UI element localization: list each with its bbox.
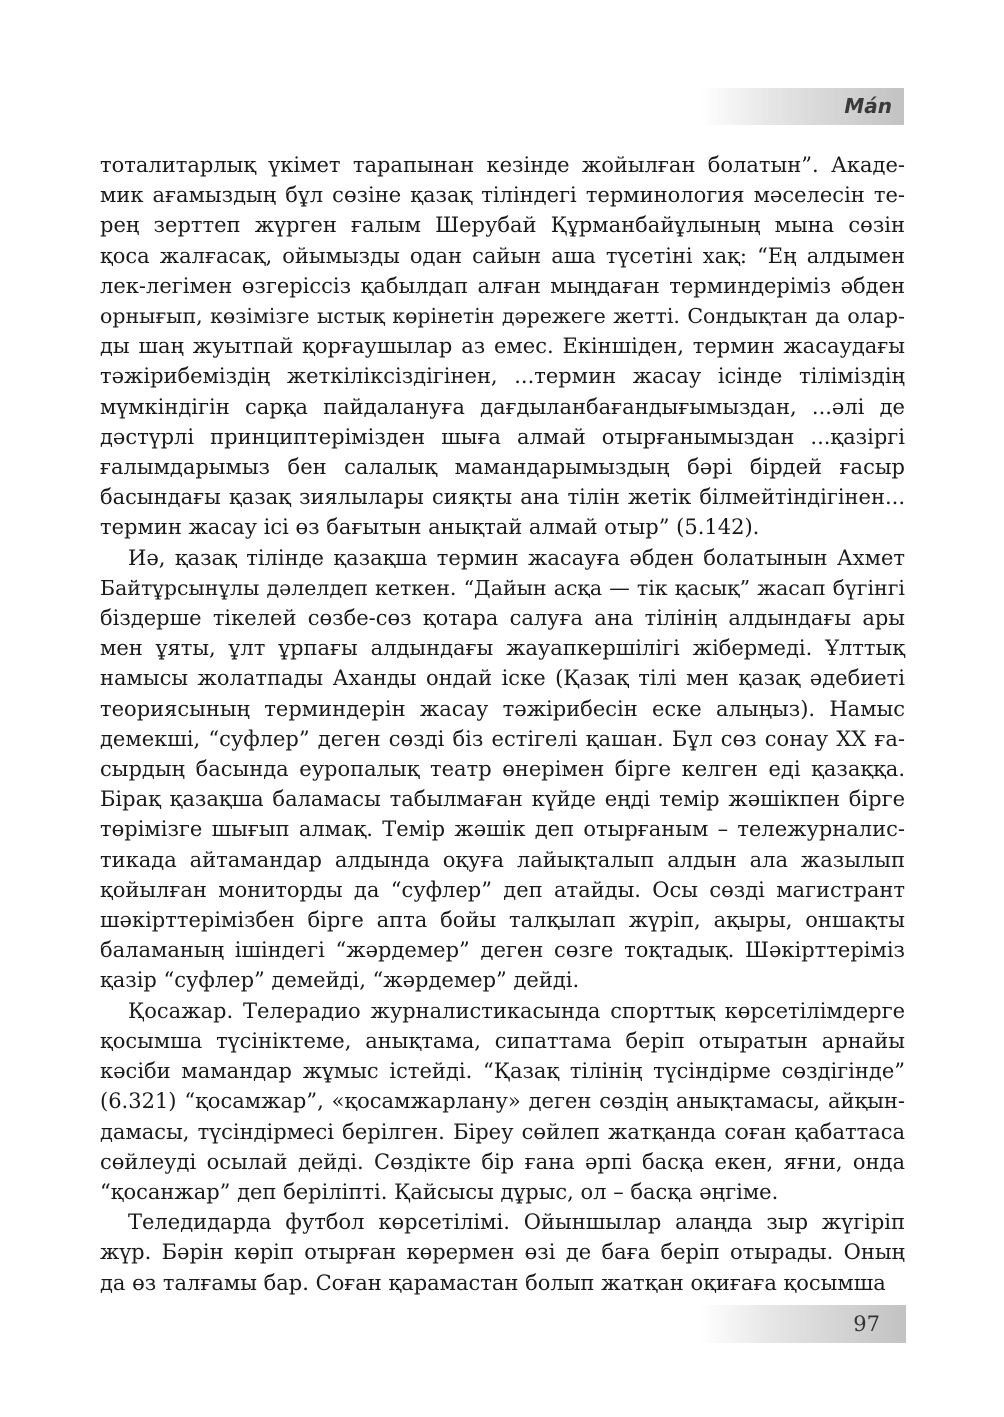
main-text [100,150,905,1298]
text-line: “қосанжар” деп беріліпті. Қайсысы дұрыс, ол – басқа әңгіме. [100,1179,779,1204]
text-line: теориясының терминдерін жасау тәжірибесін еске алыңыз). Намыс [100,696,905,721]
text-line: рең зерттеп жүрген ғалым Шерубай Құрманбайұлының мына сөзін [100,213,905,238]
page-number: 97 [853,1312,880,1336]
paragraph [100,543,905,996]
text-line: төрімізге шығып алмақ. Темір жәшік деп отырғаным – тележурналис- [100,817,905,842]
text-line: жүр. Бәрін көріп отырған көрермен өзі де баға беріп отырады. Оның [100,1240,905,1265]
text-line: шәкірттерімізбен бірге апта бойы талқылап жүріп, ақыры, оншақты [100,908,905,933]
text-line: мик ағамыздың бұл сөзіне қазақ тіліндегі терминология мәселесін те- [100,183,905,208]
text-line: кәсіби мамандар жұмыс істейді. “Қазақ тілінің түсіндірме сөздігінде” [100,1059,905,1084]
running-header [700,88,904,125]
text-line: баламаның ішіндегі “жәрдемер” деген сөзге тоқтадық. Шәкірттеріміз [100,938,905,963]
text-line: басындағы қазақ зиялылары сияқты ана тілін жетік білмейтіндігінен... [100,485,905,510]
text-line: Байтұрсынұлы дәлелдеп кеткен. “Дайын асқа — тік қасық” жасап бүгінгі [100,575,905,600]
text-line: термин жасау ісі өз бағытын анықтай алмай отыр” (5.142). [100,515,760,540]
text-line: да өз талғамы бар. Соған қарамастан болып жатқан оқиғаға қосымша [100,1270,886,1295]
text-line: Теледидарда футбол көрсетілімі. Ойыншылар алаңда зыр жүгіріп [128,1210,905,1235]
text-line: демекші, “суфлер” деген сөзді біз естігелі қашан. Бұл сөз сонау XX ға- [100,726,905,751]
text-line: біздерше тікелей сөзбе-сөз қотара салуға ана тілінің алдындағы ары [100,606,905,631]
text-line: намысы жолатпады Аханды ондай іске (Қазақ тілі мен қазақ әдебиеті [100,666,905,691]
text-line: қоса жалғасақ, ойымызды одан сайын аша түсетіні хақ: “Ең алдымен [100,243,905,268]
paragraph [100,1207,905,1298]
text-line: Қосажар. Телерадио журналистикасында спорттық көрсетілімдерге [128,998,905,1023]
text-line: сырдың басында еуропалық театр өнерімен бірге келген еді қазаққа. [100,757,905,782]
text-line: лек-легімен өзгеріссіз қабылдап алған мыңдаған терминдеріміз әбден [100,273,905,298]
text-line: (6.321) “қосамжар”, «қосамжарлану» деген сөздің анықтамасы, айқын- [100,1089,905,1114]
text-line: мүмкіндігін сарқа пайдалануға дағдыланбағандығымыздан, ...әлі де [100,394,905,419]
text-line: ды шаң жуытпай қорғаушылар аз емес. Екіншіден, термин жасаудағы [100,334,905,359]
text-line: тәжірибеміздің жеткіліксіздігінен, ...термин жасау ісінде тіліміздің [100,364,905,389]
page-footer [700,1305,906,1343]
text-line: дамасы, түсіндірмесі берілген. Біреу сөйлеп жатқанда соған қабаттаса [100,1119,905,1144]
text-line: Бірақ қазақша баламасы табылмаған күйде еңді темір жәшікпен бірге [100,787,905,812]
text-line: Иә, қазақ тілінде қазақша термин жасауға әбден болатынын Ахмет [128,545,905,570]
text-line: тоталитарлық үкімет тарапынан кезінде жойылған болатын”. Акаде- [100,153,905,177]
text-line: қойылған мониторды да “суфлер” деп атайды. Осы сөзді магистрант [100,877,905,902]
text-line: сөйлеуді осылай дейді. Сөздікте бір ғана әрпі басқа екен, яғни, онда [100,1149,905,1174]
text-line: дәстүрлі принциптерімізден шыға алмай отырғанымыздан ...қазіргі [100,424,905,449]
text-line: орнығып, көзімізге ыстық көрінетін дәрежеге жетті. Сондықтан да олар- [100,304,905,329]
running-header-title: Mán [844,94,892,118]
text-line: қазір “суфлер” демейді, “жәрдемер” дейді. [100,968,580,993]
text-line: ғалымдарымыз бен салалық мамандарымыздың бәрі бірдей ғасыр [100,455,905,480]
paragraph [100,996,905,1207]
paragraph [100,150,905,543]
text-line: тикада айтамандар алдында оқуға лайықталып алдын ала жазылып [100,847,905,872]
text-line: қосымша түсініктеме, анықтама, сипаттама беріп отыратын арнайы [100,1028,905,1053]
text-line: мен ұяты, ұлт ұрпағы алдындағы жауапкершілігі жібермеді. Ұлттық [100,636,905,661]
